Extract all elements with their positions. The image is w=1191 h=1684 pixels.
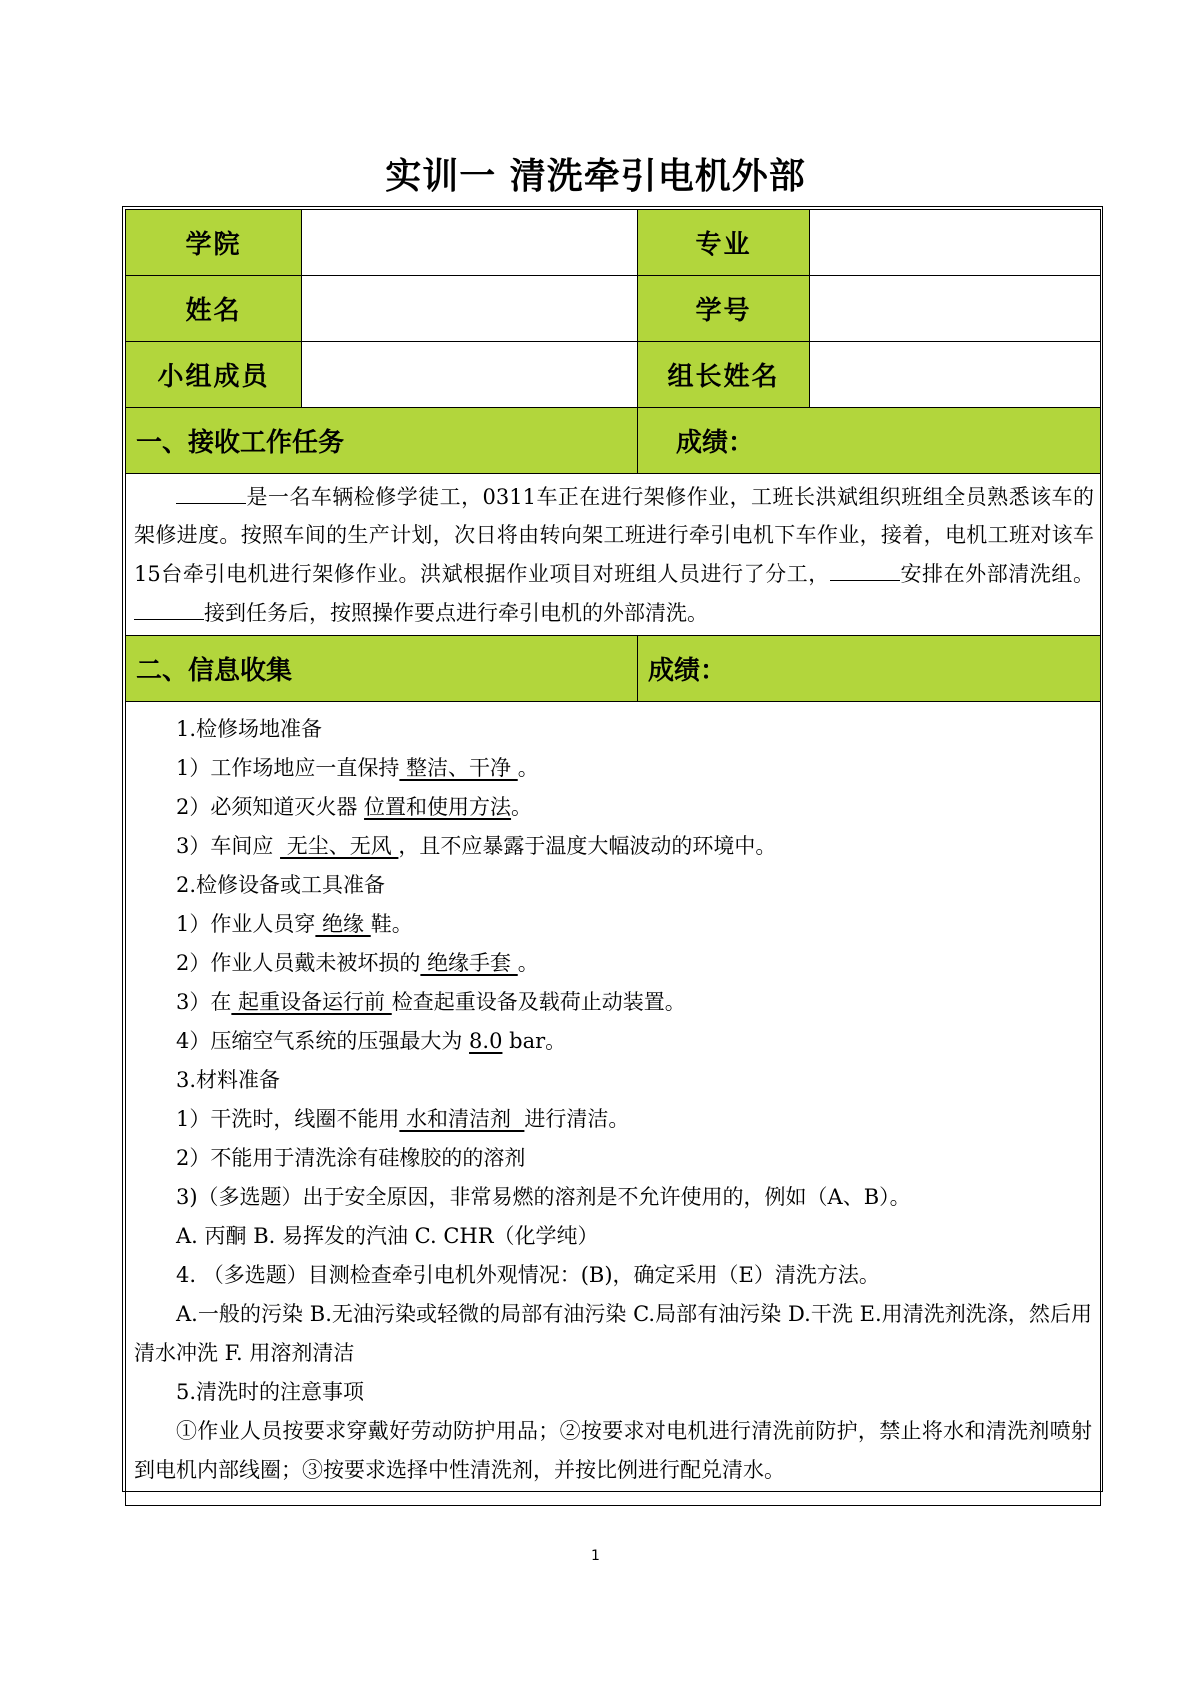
training-form (125, 209, 1101, 1506)
s1-line1: 1）工作场地应一直保持 整洁、干净 。 (176, 756, 539, 780)
college-label: 学院 (126, 210, 302, 276)
s3-options: A. 丙酮 B. 易挥发的汽油 C. CHR（化学纯） (176, 1224, 599, 1248)
group-members-label: 小组成员 (126, 342, 302, 408)
major-label: 专业 (638, 210, 810, 276)
name-label: 姓名 (126, 276, 302, 342)
student-id-field[interactable] (810, 276, 1101, 342)
group-members-field[interactable] (302, 342, 638, 408)
name-field[interactable] (302, 276, 638, 342)
s5-text: ①作业人员按要求穿戴好劳动防护用品；②按要求对电机进行清洗前防护，禁止将水和清洗剂喷射到电机内部线圈；③按要求选择中性清洗剂，并按比例进行配兑清水。 (134, 1419, 1092, 1482)
s3-line3: 3)（多选题）出于安全原因，非常易燃的溶剂是不允许使用的，例如（A、B）。 (176, 1185, 911, 1209)
s1-line2: 2）必须知道灭火器 位置和使用方法。 (176, 795, 533, 819)
student-id-label: 学号 (638, 276, 810, 342)
page-title: 实训一 清洗牵引电机外部 (385, 156, 806, 197)
section2-heading: 二、信息收集 (126, 636, 638, 702)
leader-name-field[interactable] (810, 342, 1101, 408)
section2-content (126, 702, 1101, 1506)
blank-student-name-3[interactable] (134, 593, 204, 620)
s3-title: 3.材料准备 (176, 1068, 281, 1092)
section1-score-label: 成绩： (638, 408, 1101, 474)
s4-title: 4. （多选题）目测检查牵引电机外观情况：(B)，确定采用（E）清洗方法。 (176, 1263, 880, 1287)
college-field[interactable] (302, 210, 638, 276)
s4-options: A.一般的污染 B.无油污染或轻微的局部有油污染 C.局部有油污染 D.干洗 E.用清洗剂洗涤，然后用清水冲洗 F. 用溶剂清洁 (134, 1302, 1092, 1365)
page-number: 1 (591, 1548, 600, 1564)
blank-student-name[interactable] (176, 477, 246, 504)
s2-line2: 2）作业人员戴未被坏损的 绝缘手套 。 (176, 951, 539, 975)
s2-line3: 3）在 起重设备运行前 检查起重设备及载荷止动装置。 (176, 990, 686, 1014)
s3-line1: 1）干洗时，线圈不能用 水和清洁剂 进行清洁。 (176, 1107, 630, 1131)
major-field[interactable] (810, 210, 1101, 276)
section1-heading: 一、接收工作任务 (126, 408, 638, 474)
s1-title: 1.检修场地准备 (176, 717, 323, 741)
blank-student-name-2[interactable] (830, 554, 900, 581)
s2-line4: 4）压缩空气系统的压强最大为 8.0 bar。 (176, 1029, 567, 1053)
s3-line2: 2）不能用于清洗涂有硅橡胶的的溶剂 (176, 1146, 526, 1170)
section1-task-text: 是一名车辆检修学徒工，0311车正在进行架修作业，工班长洪斌组织班组全员熟悉该车的架修进度。按照车间的生产计划，次日将由转向架工班进行牵引电机下车作业，接着，电机工班对该车15台牵引电机进行架修作业。洪斌根据作业项目对班组人员进行了分工， 安排在外部清洗组。接到任务后，按照操作要点进行牵引电机的外部清洗。 (126, 474, 1101, 636)
leader-name-label: 组长姓名 (638, 342, 810, 408)
s5-title: 5.清洗时的注意事项 (176, 1380, 365, 1404)
s2-title: 2.检修设备或工具准备 (176, 873, 386, 897)
s2-line1: 1）作业人员穿 绝缘 鞋。 (176, 912, 413, 936)
section2-score-label: 成绩： (638, 636, 1101, 702)
s1-line3: 3）车间应 无尘、无风 ，且不应暴露于温度大幅波动的环境中。 (176, 834, 777, 858)
